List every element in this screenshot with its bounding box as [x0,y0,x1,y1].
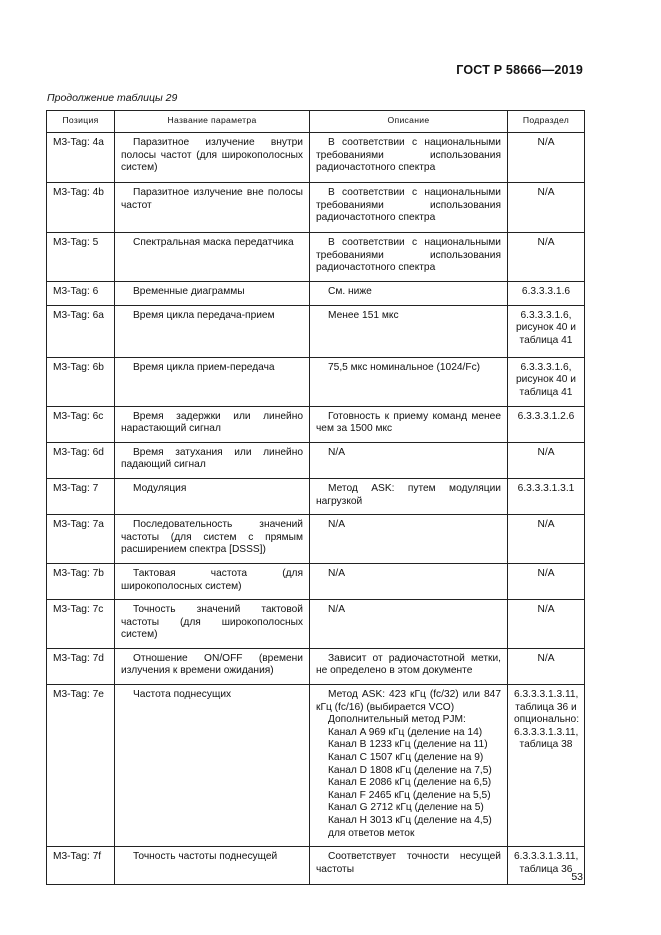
column-header-position: Позиция [47,111,115,133]
column-header-subsection: Подраздел [508,111,585,133]
cell-position: M3-Tag: 4a [47,133,115,183]
cell-position: M3-Tag: 4b [47,183,115,233]
table-row [47,600,585,649]
cell-parameter-name: Временные диаграммы [115,281,310,305]
cell-subsection: N/A [508,563,585,599]
table-row [47,442,585,478]
cell-position: M3-Tag: 5 [47,233,115,282]
cell-position: M3-Tag: 7 [47,478,115,514]
cell-description: Соответствует точности несущей частоты [310,847,508,885]
cell-parameter-name: Тактовая частота (для широкополосных систем) [115,563,310,599]
cell-position: M3-Tag: 7a [47,515,115,564]
cell-description: В соответствии с национальными требованиями использования радиочастотного спектра [310,233,508,282]
cell-position: M3-Tag: 6d [47,442,115,478]
table-row [47,478,585,514]
cell-subsection: 6.3.3.3.1.3.1 [508,478,585,514]
cell-parameter-name: Точность частоты поднесущей [115,847,310,885]
cell-position: M3-Tag: 7c [47,600,115,649]
list-item: Дополнительный метод PJM: [328,714,466,726]
table-row [47,515,585,564]
list-item: для ответов меток [328,827,415,839]
cell-description: См. ниже [310,281,508,305]
cell-description: В соответствии с национальными требованиями использования радиочастотного спектра [310,183,508,233]
table-row [47,183,585,233]
cell-parameter-name: Отношение ON/OFF (времени излучения к времени ожидания) [115,648,310,684]
cell-position: M3-Tag: 6c [47,406,115,442]
cell-description: Менее 151 мкс [310,305,508,357]
cell-subsection: 6.3.3.3.1.6 [508,281,585,305]
cell-subsection: 6.3.3.3.1.3.11, таблица 36 и опционально: 6.3.3.3.1.3.11, таблица 38 [508,685,585,847]
cell-position: M3-Tag: 7e [47,685,115,847]
cell-subsection: 6.3.3.3.1.2.6 [508,406,585,442]
cell-parameter-name: Время задержки или линейно нарастающий сигнал [115,406,310,442]
cell-subsection: 6.3.3.3.1.6, рисунок 40 и таблица 41 [508,305,585,357]
table-row [47,406,585,442]
list-item: Канал H 3013 кГц (деление на 4,5) [328,815,492,826]
cell-subsection: N/A [508,183,585,233]
list-item: Канал D 1808 кГц (деление на 7,5) [328,764,492,776]
table-row [47,648,585,684]
cell-description: Готовность к приему команд менее чем за 1500 мкс [310,406,508,442]
document-code: ГОСТ Р 58666—2019 [456,63,583,77]
table-row [47,133,585,183]
table-row [47,847,585,885]
cell-position: M3-Tag: 6b [47,357,115,406]
list-item: Канал A 969 кГц (деление на 14) [328,726,483,738]
table-row [47,685,585,847]
cell-description: В соответствии с национальными требованиями использования радиочастотного спектра [310,133,508,183]
cell-description: Метод ASK: путем модуляции нагрузкой [310,478,508,514]
column-header-description: Описание [310,111,508,133]
table-header-row [47,111,585,133]
cell-parameter-name: Точность значений тактовой частоты (для широкополосных систем) [115,600,310,649]
cell-subsection: 6.3.3.3.1.6, рисунок 40 и таблица 41 [508,357,585,406]
cell-description [310,685,508,847]
cell-subsection: N/A [508,515,585,564]
cell-parameter-name: Частота поднесущих [115,685,310,847]
cell-parameter-name: Время цикла прием-передача [115,357,310,406]
cell-parameter-name: Последовательность значений частоты (для систем с прямым расширением спектра [DSSS]) [115,515,310,564]
table-row [47,563,585,599]
cell-position: M3-Tag: 7b [47,563,115,599]
cell-description: N/A [310,515,508,564]
cell-parameter-name: Паразитное излучение внутри полосы частот (для широкополосных систем) [115,133,310,183]
description-text: Метод ASK: 423 кГц (fc/32) или 847 кГц (fc/16) (выбирается VCO) [316,689,501,713]
cell-parameter-name: Время цикла передача-прием [115,305,310,357]
table-row [47,305,585,357]
cell-description: N/A [310,442,508,478]
table-continuation-caption: Продолжение таблицы 29 [47,92,178,104]
list-item: Канал G 2712 кГц (деление на 5) [328,802,484,814]
list-item: Канал E 2086 кГц (деление на 6,5) [328,777,492,789]
parameters-table [46,110,585,885]
table-row [47,281,585,305]
cell-parameter-name: Время затухания или линейно падающий сигнал [115,442,310,478]
cell-parameter-name: Модуляция [115,478,310,514]
cell-position: M3-Tag: 7d [47,648,115,684]
list-item: Канал B 1233 кГц (деление на 11) [328,739,488,751]
cell-position: M3-Tag: 6a [47,305,115,357]
page-number: 53 [571,871,583,883]
list-item: Канал C 1507 кГц (деление на 9) [328,752,484,764]
cell-subsection: N/A [508,648,585,684]
cell-description: Зависит от радиочастотной метки, не определено в этом документе [310,648,508,684]
cell-parameter-name: Паразитное излучение вне полосы частот [115,183,310,233]
list-item: Канал F 2465 кГц (деление на 5,5) [328,789,491,801]
cell-position: M3-Tag: 6 [47,281,115,305]
column-header-parameter-name: Название параметра [115,111,310,133]
cell-description: 75,5 мкс номинальное (1024/Fc) [310,357,508,406]
table-row [47,357,585,406]
cell-description: N/A [310,563,508,599]
cell-subsection: N/A [508,442,585,478]
table-row [47,233,585,282]
cell-description: N/A [310,600,508,649]
subcarrier-channel-list [316,714,501,840]
cell-subsection: N/A [508,233,585,282]
cell-subsection: 6.3.3.3.1.3.11, таблица 36 [508,847,585,885]
cell-subsection: N/A [508,600,585,649]
cell-position: M3-Tag: 7f [47,847,115,885]
cell-parameter-name: Спектральная маска передатчика [115,233,310,282]
cell-subsection: N/A [508,133,585,183]
